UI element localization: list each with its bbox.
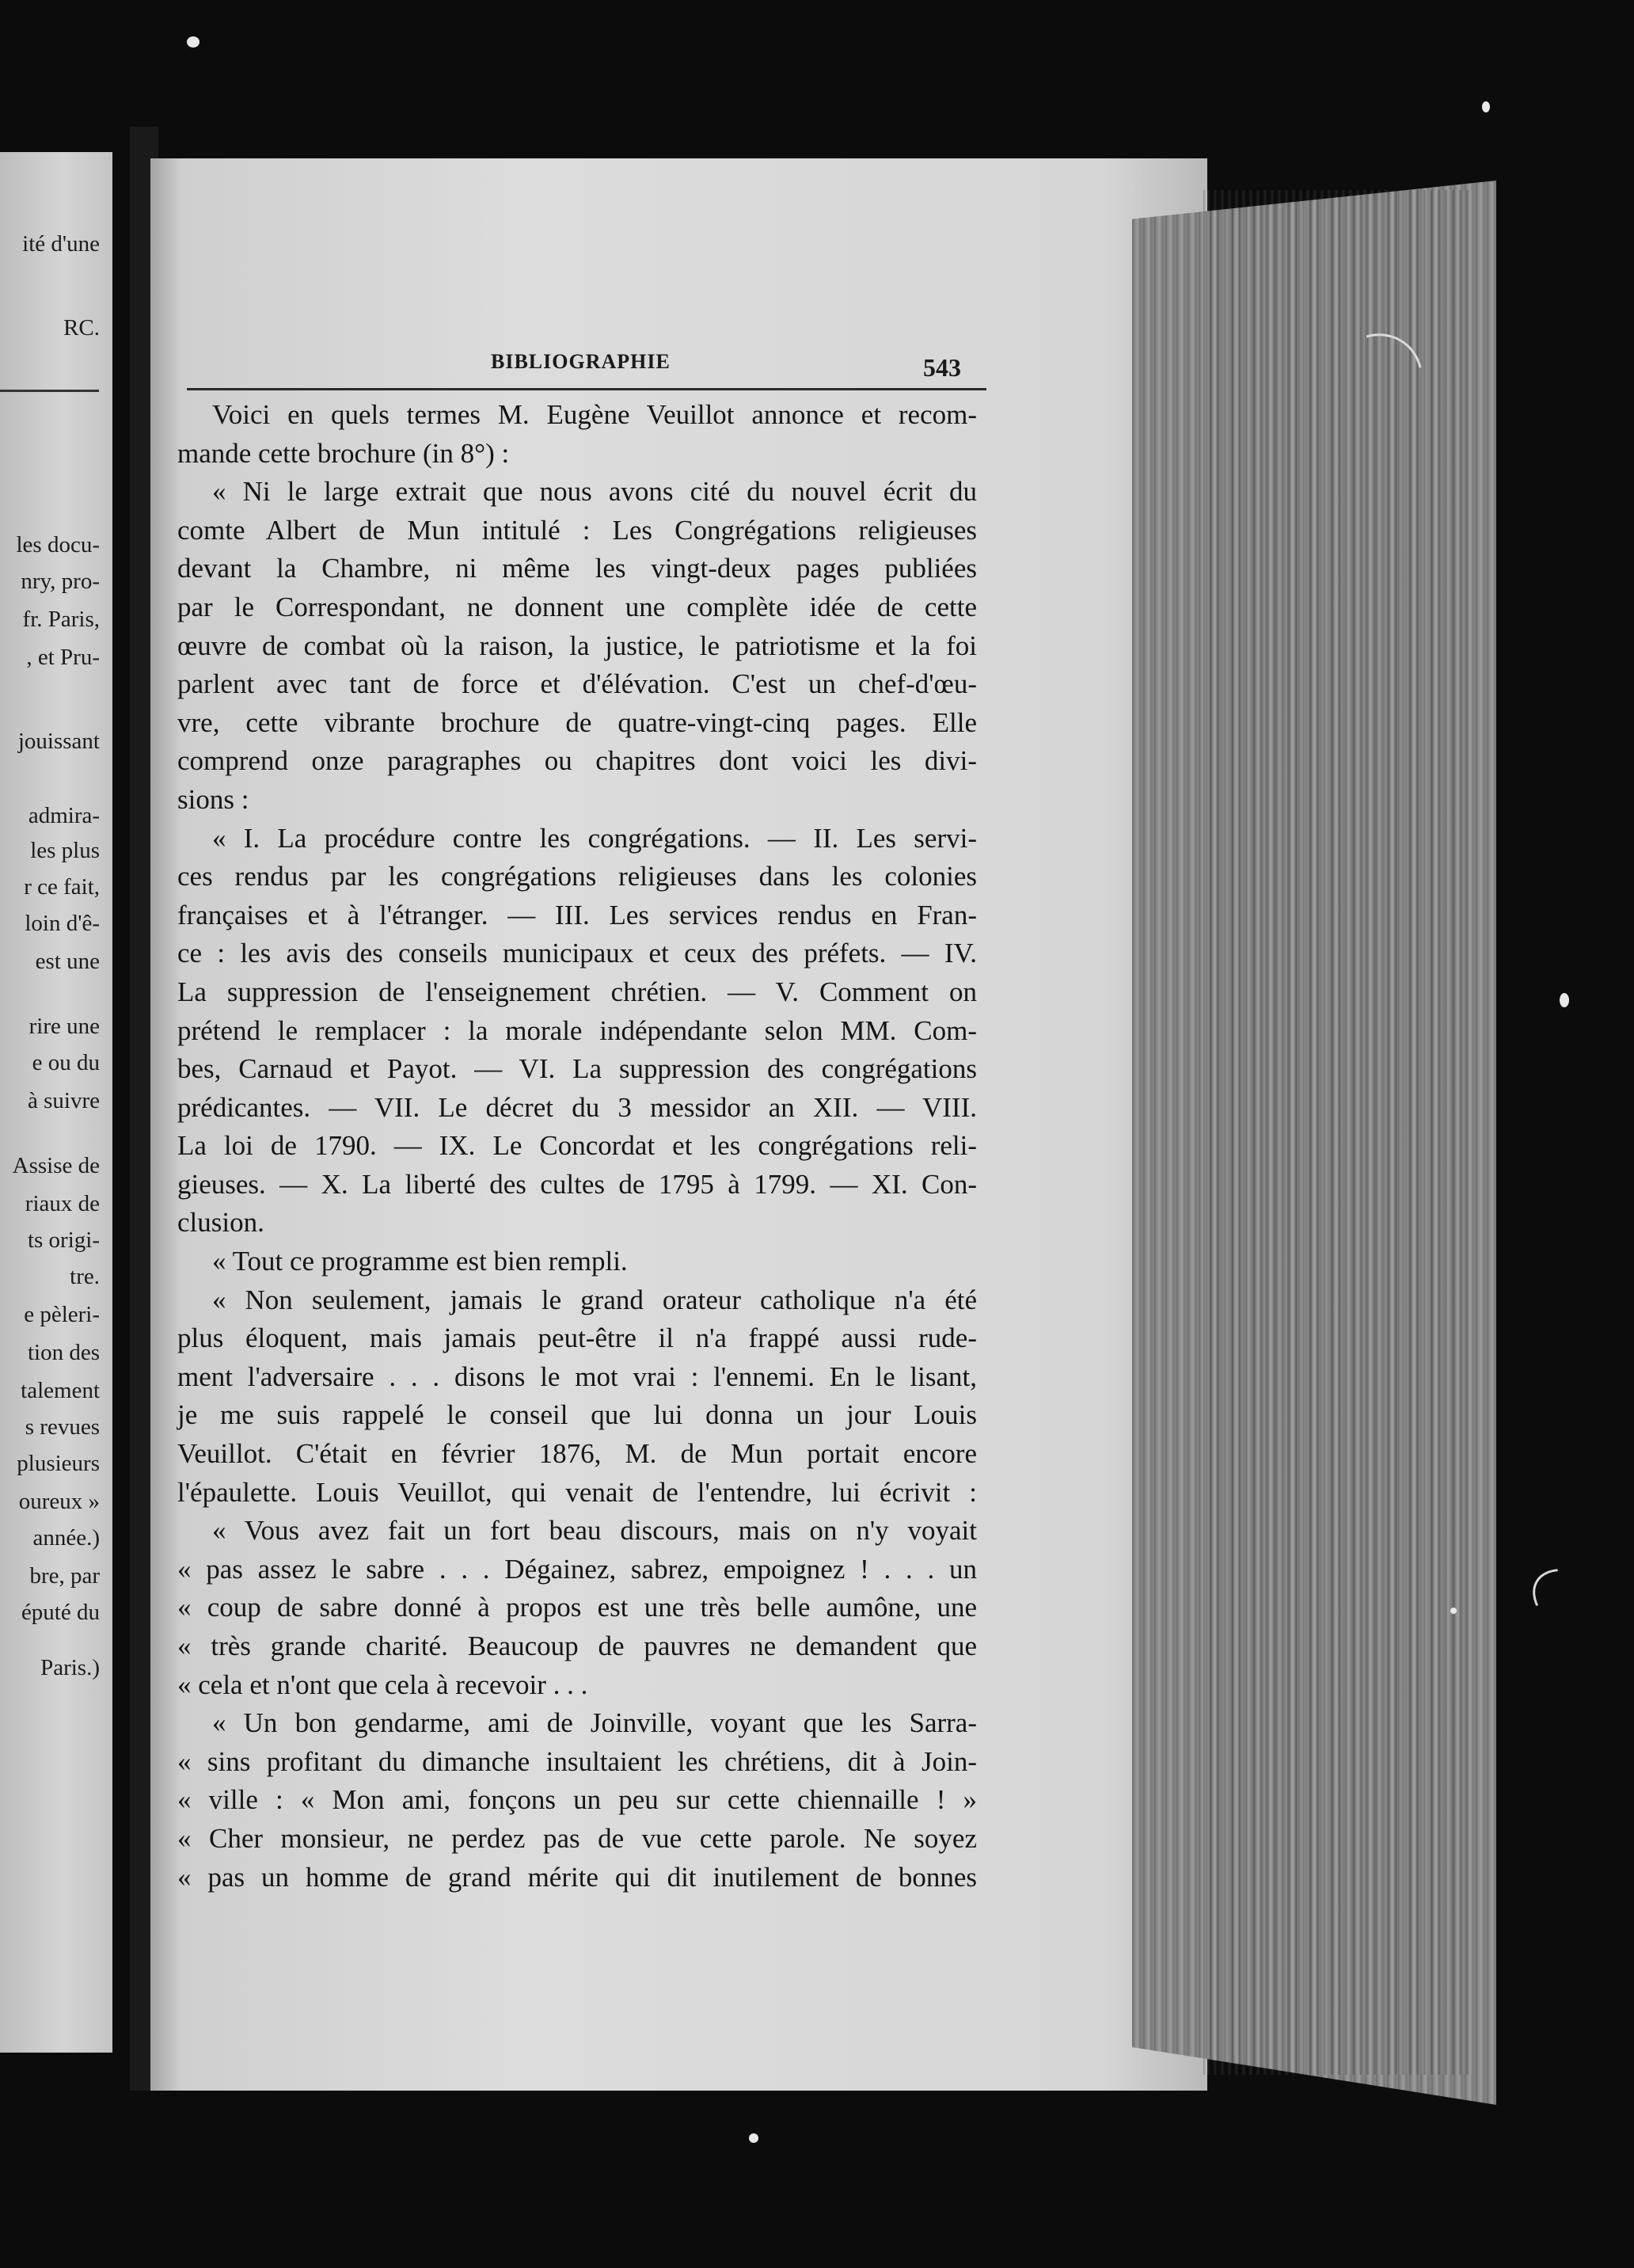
body-line: « coup de sabre donné à propos est une très belle aumône, une	[177, 1592, 977, 1623]
left-page-line: plusieurs	[17, 1451, 100, 1476]
left-page-line: e pèleri-	[24, 1302, 100, 1327]
body-line: clusion.	[177, 1207, 264, 1239]
left-page-line: ité d'une	[22, 231, 100, 257]
body-line: mande cette brochure (in 8°) :	[177, 437, 510, 469]
left-page-line: talement	[21, 1378, 100, 1403]
left-page-line: fr. Paris,	[22, 607, 100, 632]
left-page-line: rire une	[28, 1014, 100, 1039]
body-line: « Tout ce programme est bien rempli.	[212, 1246, 628, 1277]
left-page-line: à suivre	[28, 1088, 100, 1113]
body-line: comte Albert de Mun intitulé : Les Congrégations religieuses	[177, 514, 977, 546]
left-page-line: oureux »	[18, 1489, 100, 1514]
left-page-line: année.)	[32, 1525, 100, 1551]
body-line: ces rendus par les congrégations religieuses dans les colonies	[177, 861, 977, 892]
left-page-line: tion des	[27, 1340, 100, 1365]
left-page-line: loin d'ê-	[25, 911, 100, 936]
body-text	[177, 396, 977, 1897]
left-page-line: tre.	[70, 1264, 100, 1289]
left-page-line: RC.	[63, 315, 100, 341]
body-line: je me suis rappelé le conseil que lui donna un jour Louis	[177, 1399, 977, 1431]
running-title: BIBLIOGRAPHIE	[491, 350, 671, 373]
left-page-line: , et Pru-	[26, 645, 100, 670]
body-line: Voici en quels termes M. Eugène Veuillot annonce et recom-	[212, 399, 977, 430]
body-line: l'épaulette. Louis Veuillot, qui venait de l'entendre, lui écrivit :	[177, 1476, 977, 1508]
film-speck	[749, 2133, 758, 2143]
body-line: « très grande charité. Beaucoup de pauvres ne demandent que	[177, 1631, 977, 1661]
body-line: « Un bon gendarme, ami de Joinville, voyant que les Sarra-	[212, 1707, 977, 1739]
body-line: La loi de 1790. — IX. Le Concordat et les congrégations reli-	[177, 1130, 977, 1162]
body-line: prédicantes. — VII. Le décret du 3 messidor an XII. — VIII.	[177, 1091, 977, 1123]
body-line: par le Correspondant, ne donnent une complète idée de cette	[177, 591, 977, 622]
body-line: ce : les avis des conseils municipaux et ceux des préfets. — IV.	[177, 938, 977, 969]
body-line: « Non seulement, jamais le grand orateur catholique n'a été	[212, 1284, 977, 1315]
body-line: « cela et n'ont que cela à recevoir . . .	[177, 1669, 588, 1700]
body-line: « pas assez le sabre . . . Dégainez, sabrez, empoignez ! . . . un	[177, 1553, 977, 1585]
body-line: « Ni le large extrait que nous avons cité du nouvel écrit du	[212, 476, 977, 508]
body-line: gieuses. — X. La liberté des cultes de 1795 à 1799. — XI. Con-	[177, 1168, 977, 1200]
left-page-line: Paris.)	[40, 1655, 100, 1680]
body-line: comprend onze paragraphes ou chapitres dont voici les divi-	[177, 745, 977, 777]
body-line: vre, cette vibrante brochure de quatre-vingt-cinq pages. Elle	[177, 706, 977, 738]
left-page-line: r ce fait,	[24, 874, 100, 900]
left-page-line: admira-	[28, 803, 100, 828]
left-page-line: les plus	[30, 838, 100, 863]
body-line: parlent avec tant de force et d'élévation. C'est un chef-d'œu-	[177, 668, 977, 700]
body-line: ment l'adversaire . . . disons le mot vrai : l'ennemi. En le lisant,	[177, 1360, 977, 1392]
left-page-line: bre, par	[29, 1563, 100, 1589]
header-rule	[187, 388, 986, 390]
film-scratch	[1518, 1551, 1634, 1668]
body-line: françaises et à l'étranger. — III. Les services rendus en Fran-	[177, 899, 977, 930]
body-line: prétend le remplacer : la morale indépendante selon MM. Com-	[177, 1014, 977, 1046]
body-line: bes, Carnaud et Payot. — VI. La suppression des congrégations	[177, 1053, 977, 1085]
body-line: œuvre de combat où la raison, la justice, le patriotisme et la foi	[177, 630, 977, 661]
body-line: « ville : « Mon ami, fonçons un peu sur cette chiennaille ! »	[177, 1784, 977, 1816]
left-page-line: nry, pro-	[21, 569, 100, 594]
body-line: « I. La procédure contre les congrégations. — II. Les servi-	[212, 822, 977, 854]
body-line: sions :	[177, 783, 249, 815]
body-line: plus éloquent, mais jamais peut-être il n'a frappé aussi rude-	[177, 1322, 977, 1354]
left-page-line: jouissant	[17, 729, 100, 754]
body-line: Veuillot. C'était en février 1876, M. de Mun portait encore	[177, 1438, 977, 1470]
left-page-fragment	[0, 152, 112, 2053]
left-page-line: les docu-	[16, 532, 100, 557]
body-line: « sins profitant du dimanche insultaient les chrétiens, dit à Join-	[177, 1745, 977, 1777]
body-line: devant la Chambre, ni même les vingt-deux pages publiées	[177, 553, 977, 584]
body-line: « pas un homme de grand mérite qui dit inutilement de bonnes	[177, 1861, 977, 1893]
book-page-edges-texture	[1203, 190, 1472, 2075]
left-page-line: éputé du	[21, 1600, 100, 1625]
body-line: La suppression de l'enseignement chrétien. — V. Comment on	[177, 976, 977, 1007]
left-page-line: Assise de	[12, 1153, 100, 1178]
left-page-line: est une	[35, 949, 100, 974]
page-number: 543	[923, 353, 961, 382]
film-speck	[1450, 1608, 1457, 1614]
film-speck	[1482, 101, 1490, 112]
left-page-line: s revues	[25, 1414, 100, 1440]
left-page-rule	[0, 390, 99, 392]
left-page-line: riaux de	[25, 1191, 100, 1216]
left-page-line: ts origi-	[27, 1227, 100, 1253]
body-line: « Cher monsieur, ne perdez pas de vue cette parole. Ne soyez	[177, 1822, 977, 1854]
film-speck	[1560, 993, 1569, 1007]
body-line: « Vous avez fait un fort beau discours, mais on n'y voyait	[212, 1515, 977, 1547]
film-speck	[187, 36, 200, 48]
left-page-line: e ou du	[32, 1050, 100, 1075]
